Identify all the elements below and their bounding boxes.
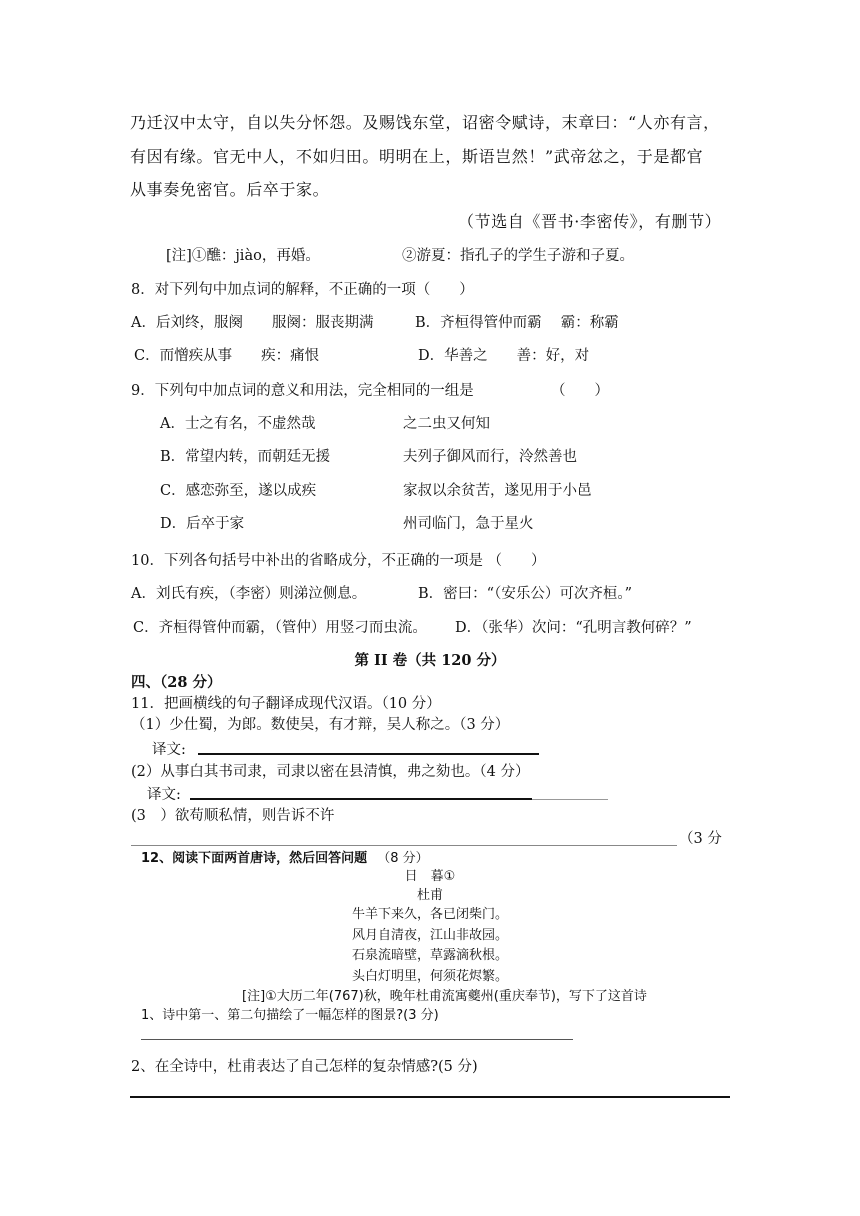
q8-option-d: D．华善之 善：好，对 xyxy=(418,348,590,364)
poem-line-2: 风月自清夜，江山非故园。 xyxy=(351,928,508,943)
q10-stem: 10．下列各句括号中补出的省略成分，不正确的一项是 （ ） xyxy=(131,553,546,569)
q11-sentence-3: (3 ）欲苟顺私情，则告诉不许 xyxy=(131,808,335,824)
section-title: 第 II 卷（共 120 分） xyxy=(354,652,506,669)
q12-stem xyxy=(141,849,429,869)
q9-row-c-right: 家叔以余贫苦，遂见用于小邑 xyxy=(403,483,592,499)
q9-row-a-left: A．士之有名，不虚然哉 xyxy=(160,416,316,432)
q8-option-c: C．而憎疾从事 疾：痛恨 xyxy=(134,348,320,364)
q8-stem: 8．对下列句中加点词的解释，不正确的一项（ ） xyxy=(131,282,474,298)
q10-option-d: D．（张华）次问：“孔明言教何碎？” xyxy=(455,620,692,636)
note-youxia: ②游夏：指孔子的学生子游和子夏。 xyxy=(402,248,634,264)
q11-answer-line-2-extension xyxy=(532,799,608,800)
q9-row-c-left: C．感恋弥至，遂以成疾 xyxy=(160,483,317,499)
poem-author: 杜甫 xyxy=(416,888,443,903)
q9-row-a-right: 之二虫又何知 xyxy=(403,416,490,432)
q12-answer-line-1 xyxy=(141,1039,573,1040)
poem-line-3: 石泉流暗壁，草露滴秋根。 xyxy=(351,948,508,963)
q11-sentence-3-score: （3 分 xyxy=(679,831,722,847)
q12-sub-question-2: 2、在全诗中，杜甫表达了自己怎样的复杂情感?(5 分) xyxy=(131,1059,478,1075)
q11-answer-line-1 xyxy=(198,753,539,755)
q11-sentence-1: （1）少仕蜀，为郎。数使吴，有才辩，吴人称之。（3 分） xyxy=(131,717,510,733)
q11-sentence-2: (2）从事白其书司隶，司隶以密在县清慎，弗之劾也。（4 分） xyxy=(131,764,530,780)
q12-stem-text: 12、阅读下面两首唐诗，然后回答问题 xyxy=(141,851,368,866)
q11-translation-label-2: 译文: xyxy=(147,787,181,803)
q9-row-d-left: D．后卒于家 xyxy=(160,516,245,532)
q8-option-b: B．齐桓得管仲而霸 霸：称霸 xyxy=(415,315,619,331)
q9-paren: （ ） xyxy=(551,383,609,399)
q9-row-d-right: 州司临门，急于星火 xyxy=(403,516,534,532)
q11-translation-label-1: 译文: xyxy=(152,742,186,758)
q12-answer-line-2 xyxy=(130,1096,730,1098)
q12-sub-question-1: 1、诗中第一、第二句描绘了一幅怎样的图景?(3 分) xyxy=(141,1008,439,1023)
q9-row-b-left: B．常望内转，而朝廷无援 xyxy=(160,449,331,465)
poem-line-1: 牛羊下来久，各已闭柴门。 xyxy=(351,907,508,922)
q11-answer-line-3 xyxy=(131,845,677,846)
passage-line-3: 从事奏免密官。后卒于家。 xyxy=(130,180,330,199)
passage-line-2: 有因有缘。官无中人，不如归田。明明在上，斯语岂然！”武帝忿之，于是都官 xyxy=(130,147,704,166)
note-jiao: [注]①醮：jiào，再婚。 xyxy=(166,248,320,264)
poem-note: [注]①大历二年(767)秋，晚年杜甫流寓夔州(重庆奉节)，写下了这首诗 xyxy=(242,989,647,1004)
q12-score: （8 分） xyxy=(377,851,429,866)
poem-title: 日 暮① xyxy=(404,869,456,884)
q10-option-a: A．刘氏有疾，（李密）则涕泣侧息。 xyxy=(131,586,367,602)
q11-answer-line-2 xyxy=(190,798,532,800)
q9-stem: 9．下列句中加点词的意义和用法，完全相同的一组是 xyxy=(131,383,474,399)
passage-source: （节选自《晋书·李密传》，有删节） xyxy=(458,212,722,231)
q11-stem: 11．把画横线的句子翻译成现代汉语。（10 分） xyxy=(131,696,441,712)
q8-option-a: A．后刘终，服阕 服阕：服丧期满 xyxy=(131,315,374,331)
poem-line-4: 头白灯明里，何须花烬繁。 xyxy=(351,969,508,984)
part-four-heading: 四、（28 分） xyxy=(131,674,222,691)
q10-option-b: B．密曰：“（安乐公）可次齐桓。” xyxy=(418,586,632,602)
q9-row-b-right: 夫列子御风而行，泠然善也 xyxy=(403,449,577,465)
q10-option-c: C．齐桓得管仲而霸，（管仲）用竖刁而虫流。 xyxy=(133,620,427,636)
passage-line-1: 乃迁汉中太守，自以失分怀怨。及赐饯东堂，诏密令赋诗，末章曰：“人亦有言， xyxy=(130,113,720,132)
